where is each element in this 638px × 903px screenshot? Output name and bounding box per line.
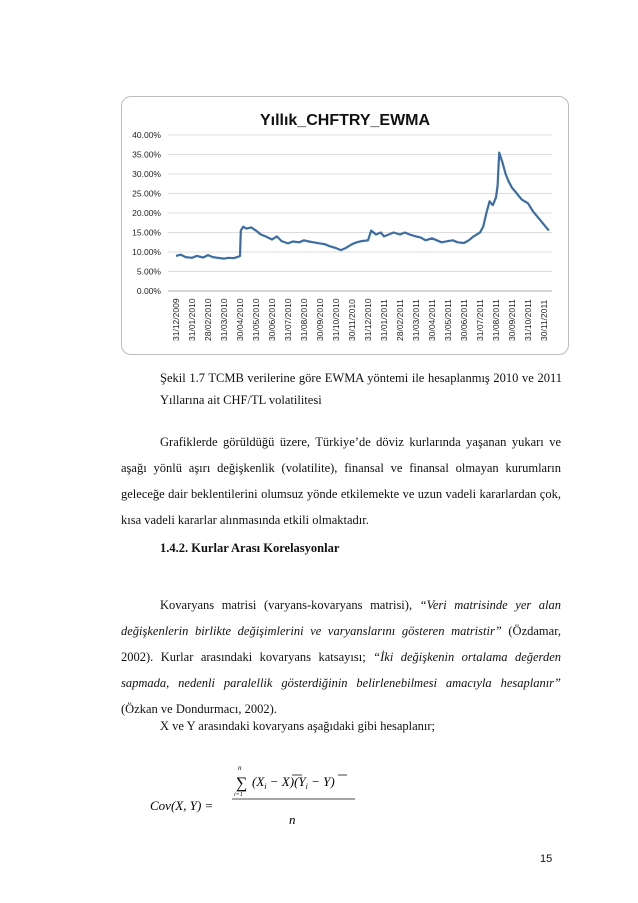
x-tick-label: 31/01/2011 xyxy=(379,299,389,341)
x-tick-label: 31/05/2010 xyxy=(251,298,261,341)
sum-symbol: ∑ xyxy=(236,775,248,792)
x-tick-label: 30/09/2010 xyxy=(315,298,325,341)
y-tick-label: 40.00% xyxy=(132,130,161,140)
y-tick-label: 0.00% xyxy=(136,286,161,296)
chart-title: Yıllık_CHFTRY_EWMA xyxy=(259,112,431,129)
series-line xyxy=(176,153,549,259)
formula-numerator: $(X_i - X)(Y_i - Y)$ xyxy=(252,774,335,791)
text-segment: (Özkan ve Dondurmacı, 2002). xyxy=(121,702,277,716)
x-tick-label: 31/12/2009 xyxy=(171,298,181,341)
y-tick-label: 30.00% xyxy=(132,169,161,179)
x-tick-label: 31/10/2010 xyxy=(331,298,341,341)
x-tick-label: 31/07/2010 xyxy=(283,298,293,341)
x-tick-label: 30/11/2010 xyxy=(347,299,357,341)
x-tick-label: 30/06/2011 xyxy=(459,299,469,341)
y-tick-label: 5.00% xyxy=(136,266,161,277)
x-tick-label: 28/02/2011 xyxy=(395,299,405,341)
x-tick-label: 30/04/2010 xyxy=(235,298,245,341)
x-tick-label: 31/05/2011 xyxy=(443,299,453,341)
covariance-formula xyxy=(150,762,370,842)
x-tick-label: 31/08/2010 xyxy=(299,298,309,341)
y-tick-label: 15.00% xyxy=(132,227,161,238)
sum-upper-limit: n xyxy=(238,764,242,772)
paragraph-formula-intro: X ve Y arasındaki kovaryans aşağıdaki gibi hesaplanır; xyxy=(160,719,436,733)
ewma-line-chart xyxy=(122,97,568,354)
paragraph-volatility: Grafiklerde görüldüğü üzere, Türkiye’de döviz kurlarında yaşanan yukarı ve aşağı yönlü aşırı değişkenlik (volatilite), finansal ve finansal olmayan kurumların geleceğe dair beklentilerini olumsuz yönde etkilemekte ve uzun vadeli kararlardan çok, kısa vadeli kararlar alınmasında etkili olmaktadır. xyxy=(121,435,561,527)
x-tick-label: 30/04/2011 xyxy=(427,299,437,341)
x-tick-label: 30/06/2010 xyxy=(267,298,277,341)
x-tick-label: 31/08/2011 xyxy=(491,299,501,341)
x-tick-label: 31/10/2011 xyxy=(523,299,533,341)
x-tick-label: 31/01/2010 xyxy=(187,298,197,341)
page-number: 15 xyxy=(540,853,553,865)
text-segment: Kovaryans matrisi (varyans-kovaryans matrisi), xyxy=(160,598,420,612)
x-tick-label: 31/07/2011 xyxy=(475,299,485,341)
formula-lhs: Cov(X, Y) = xyxy=(150,798,214,813)
x-tick-label: 30/11/2011 xyxy=(539,299,549,341)
x-tick-label: 31/03/2010 xyxy=(219,298,229,341)
y-tick-label: 35.00% xyxy=(132,149,161,160)
formula-denominator: n xyxy=(289,812,296,827)
text-segment: (Özdamar, 2002). Kurlar arasındaki kovaryans katsayısı; xyxy=(121,624,561,664)
x-tick-label: 31/12/2010 xyxy=(363,298,373,341)
sum-lower-limit: i=1 xyxy=(234,792,243,798)
x-tick-label: 28/02/2010 xyxy=(203,298,213,341)
y-tick-label: 20.00% xyxy=(132,208,161,218)
x-tick-label: 30/09/2011 xyxy=(507,299,517,341)
y-tick-label: 25.00% xyxy=(132,188,161,199)
y-tick-label: 10.00% xyxy=(132,247,161,257)
paragraph-covariance-definition xyxy=(121,592,561,722)
quote-ozkan: “İki değişkenin ortalama değerden sapmada, nedenli paralellik gösterdiğinin belirlenebilmesi amacıyla hesaplanır” xyxy=(121,650,561,690)
section-heading: 1.4.2. Kurlar Arası Korelasyonlar xyxy=(160,541,340,555)
chart-frame xyxy=(121,96,569,355)
figure-caption: Şekil 1.7 TCMB verilerine göre EWMA yöntemi ile hesaplanmış 2010 ve 2011 Yıllarına ait CHF/TL volatilitesi xyxy=(160,371,562,407)
quote-ozdamar: “Veri matrisinde yer alan değişkenlerin birlikte değişimlerini ve varyanslarını gösteren matristir” xyxy=(121,598,561,638)
x-tick-label: 31/03/2011 xyxy=(411,299,421,341)
